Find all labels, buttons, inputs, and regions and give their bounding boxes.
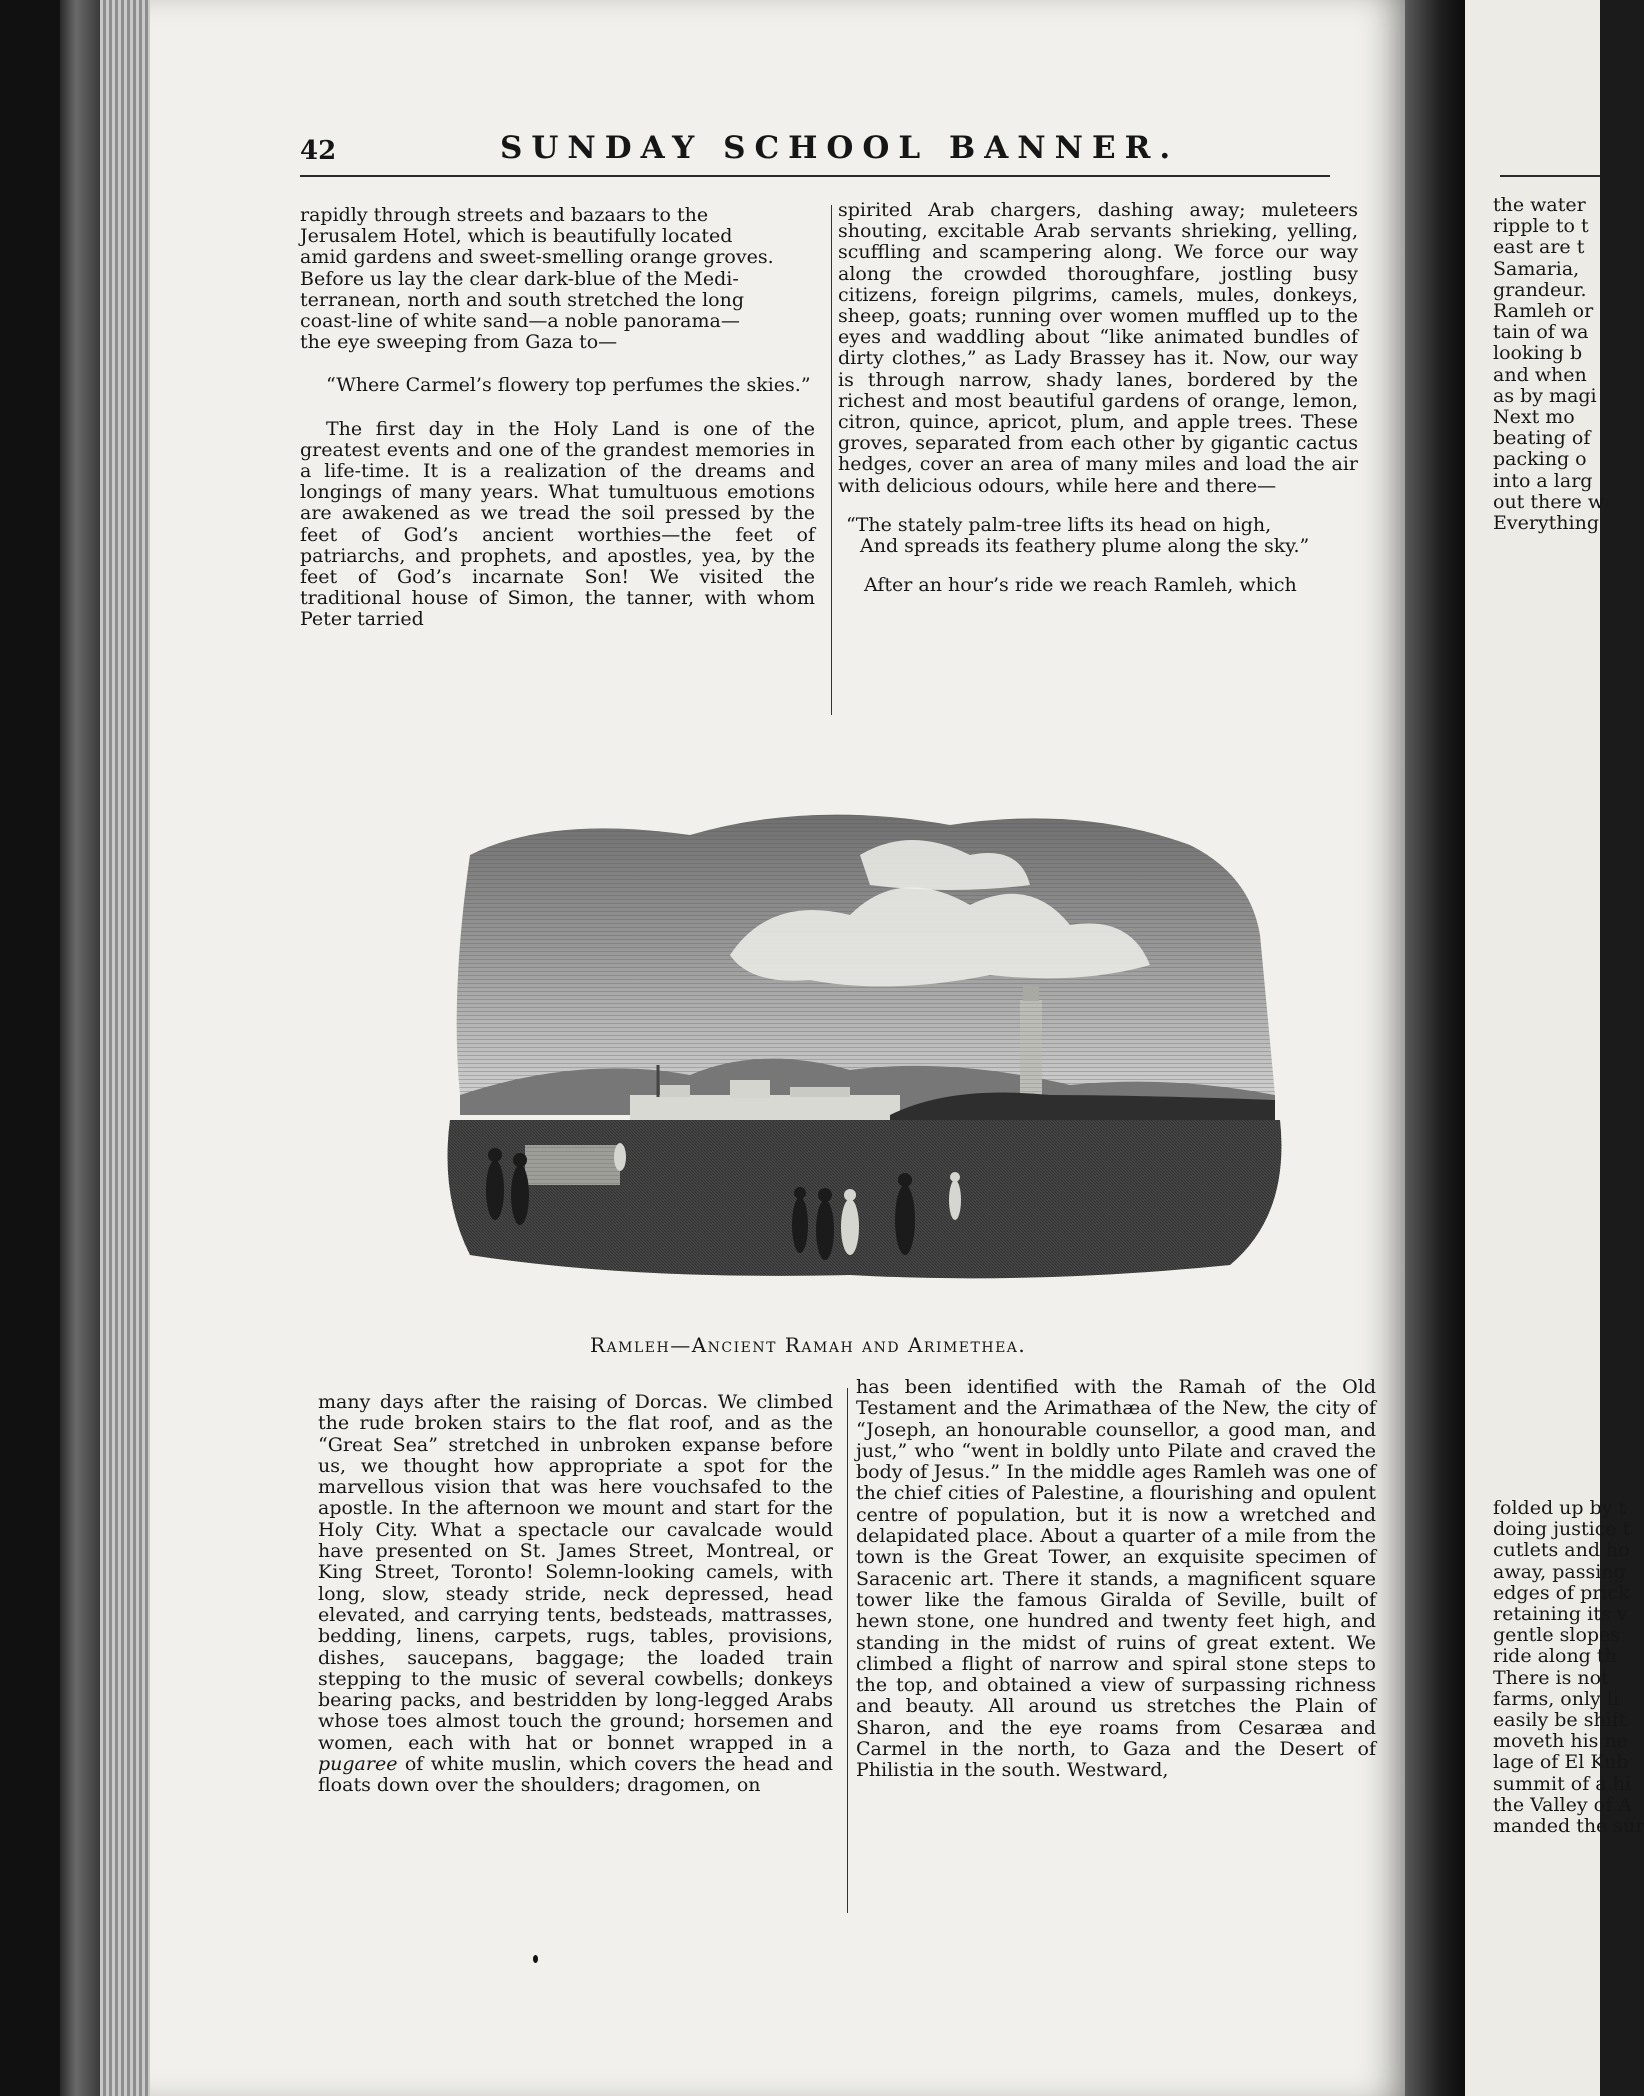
paragraph-line: Before us lay the clear dark-blue of the Medi- (300, 267, 739, 290)
verse-quote (838, 515, 1358, 557)
fragment-line: There is not (1493, 1666, 1609, 1689)
ramleh-engraving (430, 795, 1290, 1285)
column-bottom-right (856, 1377, 1376, 1782)
fragment-line: Next mo (1493, 406, 1575, 429)
fragment-line: tain of wa (1493, 321, 1589, 344)
column-top-left (300, 205, 815, 631)
fragment-line: packing o (1493, 448, 1587, 471)
paragraph-text: many days after the raising of Dorcas. We climbed the rude broken stairs to the flat roof, and as the “Great Sea” stretched in unbroken expanse before us, we thought how appropriate a spot for the marvellous vision that was here vouchsafed to the apostle. In the afternoon we mount and start for the Holy City. What a spectacle our cavalcade would have presented on St. James Street, Montreal, or King Street, Toronto! Solemn-looking camels, with long, slow, steady stride, neck depressed, head elevated, and carrying tents, bedsteads, mattrasses, bedding, linens, carpets, rugs, tables, provisions, dishes, saucepans, baggage; the loaded train stepping to the music of several cowbells; donkeys bearing packs, and bestridden by long-legged Arabs whose toes almost touch the ground; horsemen and women, each with hat or bonnet wrapped in a (318, 1391, 833, 1754)
fragment-line: into a larg (1493, 469, 1593, 492)
fragment-line: cutlets and ho (1493, 1539, 1630, 1562)
fragment-line: ride along th (1493, 1645, 1617, 1668)
fragment-line: the water (1493, 194, 1586, 216)
fragment-line: summit of a hi (1493, 1772, 1631, 1795)
paragraph-line: coast-line of white sand—a noble panorama— (300, 310, 740, 333)
fragment-line: Ramleh or (1493, 300, 1594, 323)
fragment-line: farms, only li (1493, 1687, 1619, 1710)
book-spine-edge (60, 0, 100, 2096)
fragment-line: looking b (1493, 342, 1583, 365)
column-divider (831, 205, 832, 715)
column-top-right (838, 200, 1358, 596)
column-divider (847, 1388, 848, 1913)
fragment-line: beating of (1493, 427, 1591, 450)
ink-spot (533, 1955, 538, 1963)
paragraph: spirited Arab chargers, dashing away; muleteers shouting, excitable Arab servants shrieking, yelling, scuffling and scampering along. We force our way along the crowded thoroughfare, jostling busy citizens, foreign pilgrims, camels, mules, donkeys, sheep, goats; running over women muffled up to the eyes and waddling about “like animated bundles of dirty clothes,” as Lady Brassey has it. Now, our way is through narrow, shady lanes, bordered by the richest and most beautiful gardens of orange, lemon, citron, quince, apricot, plum, and apple trees. These groves, separated from each other by gigantic cactus hedges, cover an area of many miles and load the air with delicious odours, while here and there— (838, 199, 1358, 497)
paragraph-text: of white muslin, which covers the head and floats down over the shoulders; dragomen, on (318, 1753, 833, 1797)
paragraph: The first day in the Holy Land is one of the greatest events and one of the grandest memories in a life-time. It is a realization of the dreams and longings of many years. What tumultuous emotions are awakened as we tread the soil pressed by the feet of God’s ancient worthies—the feet of patriarchs, and prophets, and apostles, yea, by the feet of God’s incarnate Son! We visited the traditional house of Simon, the tanner, with whom Peter tarried (300, 417, 815, 631)
fragment-line: as by magi (1493, 384, 1597, 407)
book-gutter (1405, 0, 1465, 2096)
running-title: SUNDAY SCHOOL BANNER. (500, 130, 1180, 166)
facing-page-top-text (1493, 195, 1604, 534)
page-header (300, 130, 1330, 180)
fragment-line: retaining its v (1493, 1603, 1628, 1626)
fragment-line: Samaria, (1493, 257, 1580, 280)
fragment-line: manded the sur (1493, 1815, 1644, 1838)
fragment-line: moveth his ne (1493, 1730, 1628, 1753)
verse-line: And spreads its feathery plume along the sky.” (860, 535, 1310, 558)
paragraph-line: the eye sweeping from Gaza to— (300, 331, 618, 354)
fragment-line: edges of prick (1493, 1581, 1630, 1604)
paragraph (318, 1392, 833, 1797)
fragment-line: grandeur. (1493, 278, 1587, 301)
paragraph: has been identified with the Ramah of the Old Testament and the Arimathæa of the New, the city of “Joseph, an honourable counsellor, a good man, and just,” who “went in boldly unto Pilate and craved the body of Jesus.” In the middle ages Ramleh was one of the chief cities of Palestine, a flourishing and opulent centre of population, but it is now a wretched and delapidated place. About a quarter of a mile from the town is the Great Tower, an exquisite specimen of Saracenic art. There it stands, a magnificent square tower like the famous Giralda of Seville, built of hewn stone, one hundred and twenty feet high, and standing in the midst of ruins of great extent. We climbed a flight of narrow and spiral stone steps to the top, and obtained a view of surpassing richness and beauty. All around us stretches the Plain of Sharon, and the eye roams from Cesaræa and Carmel in the north, to Gaza and the Desert of Philistia in the south. Westward, (856, 1376, 1376, 1782)
fragment-line: easily be shift (1493, 1709, 1627, 1732)
header-rule (300, 175, 1330, 177)
illustration-caption: Ramleh—Ancient Ramah and Arimethea. (590, 1333, 1027, 1357)
fragment-line: lage of El Kub (1493, 1751, 1629, 1774)
fragment-line: Everything (1493, 512, 1600, 535)
italic-word: pugaree (318, 1753, 398, 1776)
verse-quote: “Where Carmel’s flowery top perfumes the skies.” (326, 374, 811, 397)
paragraph: After an hour’s ride we reach Ramleh, which (864, 574, 1297, 597)
fragment-line: doing justice t (1493, 1518, 1631, 1541)
fragment-line: out there w (1493, 490, 1605, 513)
fragment-line: the Valley of A (1493, 1793, 1632, 1816)
page-edges (100, 0, 150, 2096)
fragment-line: and when (1493, 363, 1587, 386)
fragment-line: east are t (1493, 236, 1585, 259)
book-shadow (0, 0, 60, 2096)
paragraph-line: amid gardens and sweet-smelling orange groves. (300, 246, 774, 269)
paragraph-line: terranean, north and south stretched the long (300, 288, 745, 311)
facing-page-bottom-text (1493, 1498, 1644, 1837)
verse-line: “The stately palm-tree lifts its head on high, (846, 513, 1272, 536)
fragment-line: away, passing (1493, 1560, 1626, 1583)
fragment-line: ripple to t (1493, 215, 1589, 238)
paragraph-line: Jerusalem Hotel, which is beautifully located (300, 225, 733, 248)
fragment-line: folded up by t (1493, 1497, 1627, 1519)
column-bottom-left (318, 1392, 833, 1797)
paragraph-line: rapidly through streets and bazaars to the (300, 204, 709, 226)
facing-page-rule (1500, 175, 1600, 177)
fragment-line: gentle slopes (1493, 1624, 1621, 1647)
page-number: 42 (300, 136, 337, 166)
